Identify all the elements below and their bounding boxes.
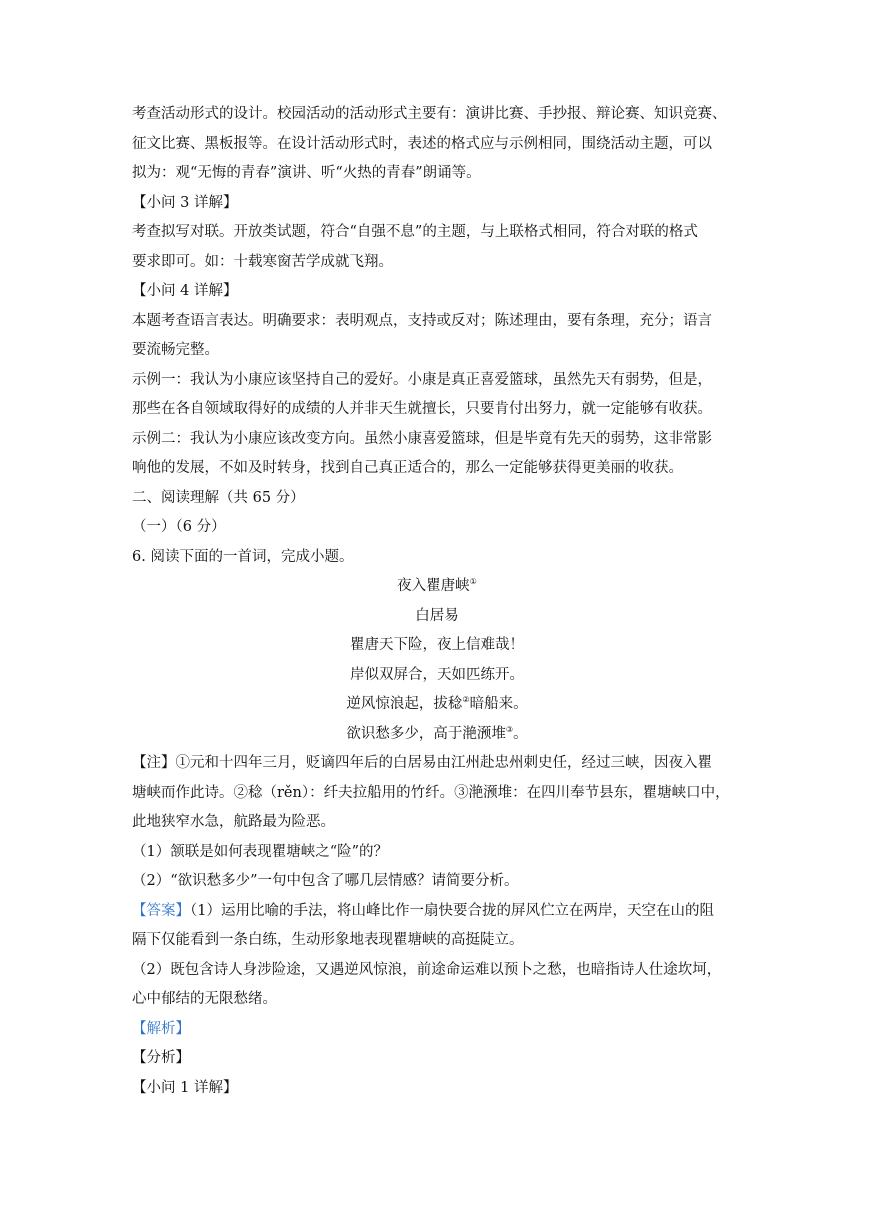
example-one-line: 示例一：我认为小康应该坚持自己的爱好。小康是真正喜爱篮球，虽然先天有弱势，但是， — [132, 371, 712, 388]
poem-title-footnote-mark: ① — [469, 577, 477, 587]
answer-line — [132, 897, 742, 927]
poem-line-1: 瞿唐天下险，夜上信难哉！ — [350, 637, 524, 653]
poem-line-4-footnote-mark: ③ — [505, 724, 514, 734]
paragraph-line: 考查活动形式的设计。校园活动的活动形式主要有：演讲比赛、手抄报、辩论赛、知识竞赛、 — [132, 106, 727, 122]
answer-line: 心中郁结的无限愁绪。 — [132, 991, 277, 1007]
poem-line-4-part-a: 欲识愁多少，高于滟滪堆 — [346, 725, 506, 742]
part-heading: （一）（6 分） — [132, 519, 226, 535]
poem-title — [132, 572, 742, 602]
example-two-line: 示例二：我认为小康应该改变方向。虽然小康喜爱篮球，但是毕竟有先天的弱势，这非常影 — [132, 430, 712, 447]
poem-line-3-part-a: 逆风惊浪起，拔稔 — [346, 696, 463, 712]
paragraph-line: 要流畅完整。 — [132, 342, 219, 358]
poem-line-4 — [132, 720, 742, 750]
paragraph-line: 考查拟写对联。开放类试题，符合“自强不息”的主题，与上联格式相同，符合对联的格式 — [132, 224, 698, 240]
paragraph-line: 要求即可。如：十载寒窗苦学成就飞翔。 — [132, 253, 393, 270]
document-page — [132, 100, 742, 1103]
analysis-label: 【解析】 — [132, 1020, 190, 1037]
paragraph-line: 本题考查语言表达。明确要求：表明观点，支持或反对；陈述理由，要有条理，充分；语言 — [132, 312, 712, 329]
poem-line-2: 岸似双屏合，天如匹练开。 — [350, 666, 524, 683]
subquestion-4-heading: 【小问 4 详解】 — [132, 283, 238, 299]
notes-line: 【注】①元和十四年三月，贬谪四年后的白居易由江州赴忠州刺史任，经过三峡，因夜入瞿 — [132, 755, 712, 771]
answer-label: 【答案】 — [132, 902, 190, 919]
poem-title-text: 夜入瞿唐峡 — [397, 578, 470, 594]
poem-author: 白居易 — [415, 607, 459, 624]
fenxi-heading: 【分析】 — [132, 1050, 190, 1066]
question-2: （2）“欲识愁多少”一句中包含了哪几层情感？请简要分析。 — [132, 873, 519, 889]
example-one-line: 那些在各自领域取得好的成绩的人并非天生就擅长，只要肯付出努力，就一定能够有收获。 — [132, 401, 712, 417]
poem-line-3-part-b: 暗船来。 — [469, 696, 528, 712]
section-heading: 二、阅读理解（共 65 分） — [132, 489, 305, 506]
paragraph-line: 征文比赛、黑板报等。在设计活动形式时，表述的格式应与示例相同，围绕活动主题，可以 — [132, 135, 712, 152]
poem-line-3 — [132, 690, 742, 720]
answer-1-text: （1）运用比喻的手法，将山峰比作一扇快要合拢的屏风伫立在两岸，天空在山的阻 — [190, 902, 714, 919]
answer-line: 隔下仅能看到一条白练，生动形象地表现瞿塘峡的高挺陡立。 — [132, 932, 524, 948]
subquestion-1-heading: 【小问 1 详解】 — [132, 1079, 238, 1096]
question-1: （1）颔联是如何表现瞿塘峡之“险”的？ — [132, 843, 389, 860]
poem-line-3-footnote-mark: ② — [462, 695, 470, 705]
notes-line: 塘峡而作此诗。②稔（rěn）：纤夫拉船用的竹纤。③滟滪堆：在四川奉节县东，瞿塘峡口中， — [132, 784, 730, 801]
paragraph-line: 拟为：观“无悔的青春”演讲、听“火热的青春”朗诵等。 — [132, 165, 481, 181]
question-6-prompt: 6. 阅读下面的一首词，完成小题。 — [132, 548, 354, 565]
poem-line-4-part-b: 。 — [513, 725, 528, 742]
subquestion-3-heading: 【小问 3 详解】 — [132, 194, 238, 211]
notes-line: 此地狭窄水急，航路最为险恶。 — [132, 814, 335, 830]
answer-line: （2）既包含诗人身涉险途，又遇逆风惊浪，前途命运难以预卜之愁，也暗指诗人仕途坎坷， — [132, 961, 722, 978]
example-two-line: 响他的发展，不如及时转身，找到自己真正适合的，那么一定能够获得更美丽的收获。 — [132, 460, 683, 476]
